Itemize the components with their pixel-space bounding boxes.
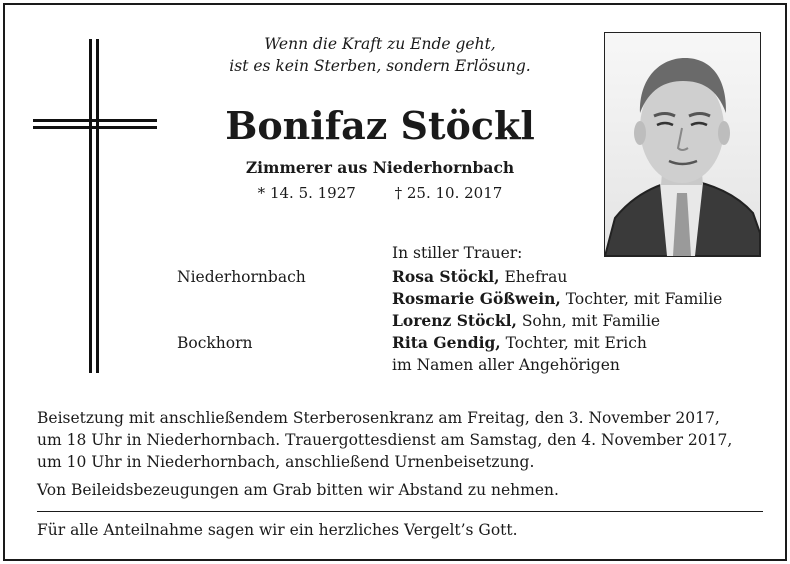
mourner-entry xyxy=(392,332,647,354)
obituary-notice xyxy=(3,3,787,561)
motto-line-2: ist es kein Sterben, sondern Erlösung. xyxy=(229,57,531,75)
mourner-relation: Sohn, mit Familie xyxy=(516,312,661,330)
funeral-line-1: Beisetzung mit anschließendem Sterberosenkranz am Freitag, den 3. November 2017, xyxy=(37,409,720,427)
funeral-line-2: um 18 Uhr in Niederhornbach. Trauergottesdienst am Samstag, den 4. November 2017, xyxy=(37,431,733,449)
place-niederhornbach: Niederhornbach xyxy=(177,268,306,286)
thanks-note: Für alle Anteilnahme sagen wir ein herzliches Vergelt’s Gott. xyxy=(37,521,518,539)
mourner-name: Lorenz Stöckl, xyxy=(392,311,517,330)
mourner-entry xyxy=(392,288,722,310)
motto-line-1: Wenn die Kraft zu Ende geht, xyxy=(264,35,496,53)
mourners-heading: In stiller Trauer: xyxy=(392,244,523,262)
mourner-relation: Tochter, mit Erich xyxy=(500,334,647,352)
deceased-name: Bonifaz Stöckl xyxy=(225,103,535,148)
deceased-occupation: Zimmerer aus Niederhornbach xyxy=(245,158,515,177)
mourner-name: Rosmarie Gößwein, xyxy=(392,289,561,308)
portrait-photo-icon xyxy=(605,33,760,256)
cross-icon xyxy=(33,39,157,373)
mourner-entry xyxy=(392,266,567,288)
birth-date: * 14. 5. 1927 xyxy=(257,184,356,202)
condolence-note: Von Beileidsbezeugungen am Grab bitten wir Abstand zu nehmen. xyxy=(37,481,559,499)
funeral-line-3: um 10 Uhr in Niederhornbach, anschließend Urnenbeisetzung. xyxy=(37,453,535,471)
life-dates xyxy=(195,182,565,204)
mourners-closing: im Namen aller Angehörigen xyxy=(392,356,620,374)
mourner-name: Rita Gendig, xyxy=(392,333,501,352)
mourner-relation: Ehefrau xyxy=(499,268,568,286)
motto xyxy=(195,33,565,77)
death-date: † 25. 10. 2017 xyxy=(394,184,503,202)
funeral-details xyxy=(37,407,767,473)
mourner-relation: Tochter, mit Familie xyxy=(560,290,723,308)
mourner-name: Rosa Stöckl, xyxy=(392,267,500,286)
portrait-photo xyxy=(604,32,761,257)
place-bockhorn: Bockhorn xyxy=(177,334,253,352)
divider xyxy=(37,511,763,512)
mourner-entry xyxy=(392,310,660,332)
